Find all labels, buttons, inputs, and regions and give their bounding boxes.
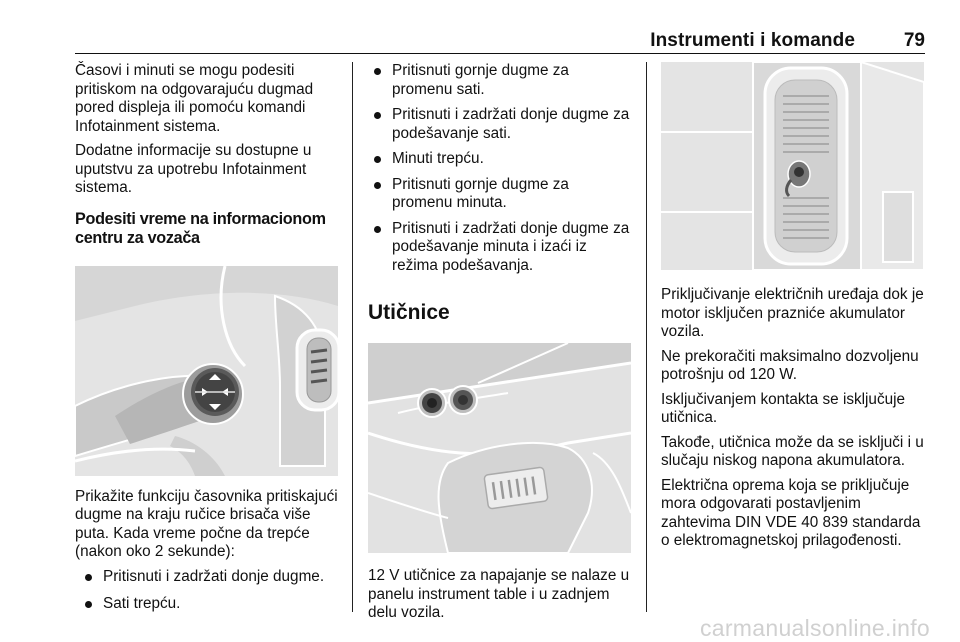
bullet-icon xyxy=(85,601,92,608)
bullet-icon xyxy=(85,574,92,581)
bullet-icon xyxy=(374,68,381,75)
paragraph: Dodatne informacije su dostupne u uputstvu za upotrebu Infotainment sistema. xyxy=(75,142,312,196)
list-item: Pritisnuti i zadržati donje dugme. xyxy=(75,568,340,587)
bullet-icon xyxy=(374,226,381,233)
paragraph: Ne prekoračiti maksimalno dozvoljenu potrošnju od 120 W. xyxy=(661,347,919,383)
column-2 xyxy=(368,62,633,629)
list-item: Pritisnuti gornje dugme za promenu sati. xyxy=(368,62,633,99)
page-header xyxy=(75,28,925,54)
list-item: Pritisnuti gornje dugme za promenu minuta. xyxy=(368,176,633,213)
bullet-icon xyxy=(374,156,381,163)
list-item: Minuti trepću. xyxy=(368,150,633,169)
paragraph: Električna oprema koja se priključuje mora odgovarati postavljenim zahtevima DIN VDE 40 839 standarda o elektromagnetskoj prilagođenosti. xyxy=(661,476,921,549)
column-1 xyxy=(75,62,340,623)
column-3 xyxy=(661,62,927,557)
section-heading: Podesiti vreme na informacionom centru za vozača xyxy=(75,209,326,247)
paragraph: Takođe, utičnica može da se isključi i u slučaju niskog napona akumulatora. xyxy=(661,433,924,469)
page-title: Instrumenti i komande xyxy=(650,30,855,51)
list-item: Sati trepću. xyxy=(75,595,340,614)
list-item: Pritisnuti i zadržati donje dugme za podešavanje minuta i izaći iz režima podešavanja. xyxy=(368,220,633,276)
column-divider-2 xyxy=(646,62,647,612)
paragraph: 12 V utičnice za napajanje se nalaze u panelu instrument table i u zadnjem delu vozila. xyxy=(368,567,630,621)
bullet-list xyxy=(75,568,340,614)
watermark: carmanualsonline.info xyxy=(699,615,930,641)
section-title: Utičnice xyxy=(368,301,450,324)
page-number: 79 xyxy=(903,30,925,51)
dashboard-power-outlet-illustration xyxy=(368,343,631,553)
rear-power-outlet-illustration xyxy=(661,62,924,270)
column-divider-1 xyxy=(352,62,353,612)
stalk-control-button-illustration xyxy=(75,266,338,476)
paragraph: Isključivanjem kontakta se isključuje utičnica. xyxy=(661,390,906,426)
list-item: Pritisnuti i zadržati donje dugme za podešavanje sati. xyxy=(368,106,633,143)
paragraph: Prikažite funkciju časovnika pritiskajući dugme na kraju ručice brisača više puta. Kada vreme počne da trepće (nakon oko 2 sekunde): xyxy=(75,487,338,560)
bullet-icon xyxy=(374,112,381,119)
bullet-list xyxy=(368,62,633,275)
paragraph: Časovi i minuti se mogu podesiti pritiskom na odgovarajuću dugmad pored displeja ili pomoću komandi Infotainment sistema. xyxy=(75,62,314,135)
bullet-icon xyxy=(374,182,381,189)
paragraph: Priključivanje električnih uređaja dok je motor isključen prazniće akumulator vozila. xyxy=(661,286,924,340)
